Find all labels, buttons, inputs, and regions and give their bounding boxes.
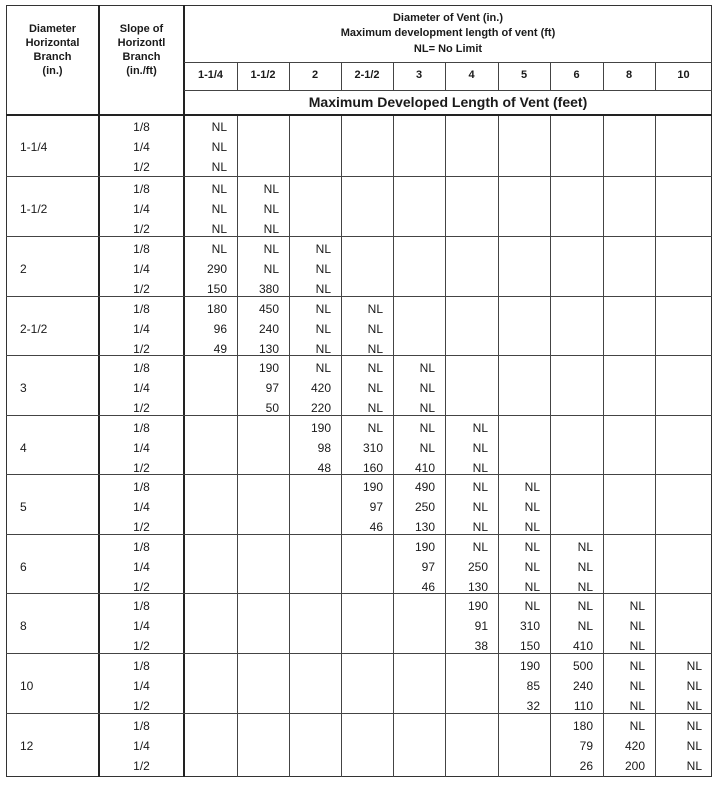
table-cell: NL [315,342,331,356]
table-cell: 190 [467,599,488,613]
row-slope: 1/2 [133,580,150,594]
table-cell: NL [211,160,227,174]
row-slope: 1/2 [133,520,150,534]
row-diameter: 10 [20,679,34,693]
table-cell: NL [629,679,645,693]
row-slope: 1/8 [133,120,150,134]
table-cell: NL [686,659,702,673]
table-cell: 250 [467,560,488,574]
table-cell: NL [211,120,227,134]
table-cell: 48 [317,461,331,475]
table-cell: NL [524,500,540,514]
table-cell: NL [367,361,383,375]
row-slope: 1/8 [133,659,150,673]
divider-row [6,534,712,535]
table-cell: NL [524,560,540,574]
table-cell: NL [263,182,279,196]
table-cell: 200 [624,759,645,773]
table-cell: 98 [317,441,331,455]
row-slope: 1/4 [133,322,150,336]
row-slope: 1/2 [133,160,150,174]
table-cell: NL [315,361,331,375]
row-slope: 1/2 [133,222,150,236]
table-cell: 180 [206,302,227,316]
table-cell: 180 [572,719,593,733]
row-slope: 1/4 [133,202,150,216]
row-slope: 1/4 [133,381,150,395]
table-cell: 420 [624,739,645,753]
table-cell: NL [472,461,488,475]
table-cell: 240 [258,322,279,336]
table-cell: NL [367,381,383,395]
table-cell: NL [686,699,702,713]
table-cell: 160 [362,461,383,475]
vent-column-header: 8 [625,69,633,81]
header-vent-title: Diameter of Vent (in.) [392,12,504,24]
row-diameter: 6 [20,560,27,574]
vent-column-header: 1-1/2 [250,69,276,81]
header-slope-line: Slope of [119,23,164,35]
table-cell: 410 [414,461,435,475]
table-cell: 240 [572,679,593,693]
table-cell: NL [263,222,279,236]
vent-column-header: 2 [311,69,319,81]
table-cell: NL [629,599,645,613]
table-cell: NL [315,302,331,316]
row-diameter: 5 [20,500,27,514]
table-cell: 190 [310,421,331,435]
divider-vent-col [498,114,499,777]
row-slope: 1/4 [133,679,150,693]
row-slope: 1/4 [133,140,150,154]
table-cell: 380 [258,282,279,296]
table-cell: 150 [519,639,540,653]
row-diameter: 1-1/4 [20,140,48,154]
table-cell: NL [263,242,279,256]
divider-vent-col [603,114,604,777]
row-slope: 1/8 [133,242,150,256]
table-cell: NL [524,540,540,554]
table-cell: NL [367,421,383,435]
table-cell: 50 [265,401,279,415]
divider-banner [6,114,712,116]
header-slope-line: Horizontl [117,37,166,49]
row-diameter: 2 [20,262,27,276]
table-cell: NL [211,140,227,154]
row-slope: 1/4 [133,739,150,753]
table-cell: NL [211,182,227,196]
row-slope: 1/8 [133,599,150,613]
table-cell: NL [315,322,331,336]
table-cell: NL [367,302,383,316]
row-slope: 1/8 [133,480,150,494]
row-diameter: 3 [20,381,27,395]
table-cell: NL [686,719,702,733]
row-slope: 1/2 [133,342,150,356]
table-cell: NL [263,262,279,276]
divider-row [6,176,712,177]
header-diameter-horizontal [6,22,99,78]
table-cell: NL [211,242,227,256]
table-cell: NL [472,480,488,494]
header-banner: Maximum Developed Length of Vent (feet) [308,94,588,110]
vent-column-header: 5 [520,69,528,81]
table-cell: NL [472,441,488,455]
table-cell: NL [315,282,331,296]
row-slope: 1/2 [133,639,150,653]
table-cell: NL [419,361,435,375]
table-cell: 97 [421,560,435,574]
row-slope: 1/8 [133,540,150,554]
row-slope: 1/4 [133,262,150,276]
table-cell: 190 [414,540,435,554]
row-slope: 1/4 [133,441,150,455]
header-slope-line: (in./ft) [126,65,157,77]
table-cell: 190 [519,659,540,673]
table-cell: 190 [258,361,279,375]
table-cell: NL [211,222,227,236]
table-cell: 97 [265,381,279,395]
table-cell: 310 [362,441,383,455]
row-slope: 1/8 [133,182,150,196]
divider-vent-col [655,114,656,777]
table-cell: NL [629,659,645,673]
table-cell: NL [577,540,593,554]
table-cell: 79 [579,739,593,753]
table-cell: NL [629,639,645,653]
header-vent-subtitle: Maximum development length of vent (ft) [340,27,556,39]
table-cell: NL [686,759,702,773]
table-cell: 450 [258,302,279,316]
table-cell: 38 [474,639,488,653]
divider-colhead [184,90,712,91]
table-cell: NL [629,619,645,633]
table-cell: NL [524,580,540,594]
table-cell: 32 [526,699,540,713]
divider-row [6,236,712,237]
table-cell: NL [367,322,383,336]
table-cell: NL [686,679,702,693]
table-cell: 130 [467,580,488,594]
table-cell: 220 [310,401,331,415]
vent-column-header: 2-1/2 [354,69,380,81]
divider-row [6,296,712,297]
table-cell: NL [472,421,488,435]
table-cell: 150 [206,282,227,296]
row-slope: 1/4 [133,619,150,633]
table-cell: NL [263,202,279,216]
table-cell: NL [577,560,593,574]
header-slope-line: Branch [122,51,161,63]
table-cell: NL [629,719,645,733]
table-cell: NL [419,421,435,435]
table-cell: NL [629,699,645,713]
table-cell: 130 [258,342,279,356]
table-cell: 410 [572,639,593,653]
table-cell: NL [419,441,435,455]
table-cell: 290 [206,262,227,276]
header-diameter-line: Branch [33,51,72,63]
row-slope: 1/2 [133,759,150,773]
table-cell: NL [577,580,593,594]
header-vent-note: NL= No Limit [413,43,483,55]
table-cell: 96 [213,322,227,336]
row-slope: 1/8 [133,421,150,435]
row-slope: 1/2 [133,401,150,415]
vent-column-header: 3 [415,69,423,81]
divider-row [6,713,712,714]
vent-column-header: 10 [677,69,690,81]
header-slope [99,22,184,78]
vent-column-header: 1-1/4 [197,69,224,81]
table-cell: NL [419,401,435,415]
table-cell: 46 [421,580,435,594]
divider-header [184,62,712,63]
table-cell: 49 [213,342,227,356]
row-slope: 1/4 [133,500,150,514]
table-cell: NL [472,520,488,534]
table-cell: 85 [526,679,540,693]
table-cell: NL [367,342,383,356]
header-diameter-line: (in.) [42,65,63,77]
table-cell: 310 [519,619,540,633]
divider-vent-col [550,114,551,777]
table-cell: 130 [414,520,435,534]
table-cell: 250 [414,500,435,514]
row-slope: 1/8 [133,302,150,316]
table-cell: NL [472,500,488,514]
row-slope: 1/2 [133,282,150,296]
table-cell: NL [419,381,435,395]
table-cell: NL [211,202,227,216]
row-diameter: 12 [20,739,34,753]
row-diameter: 2-1/2 [20,322,48,336]
table-cell: NL [577,619,593,633]
row-diameter: 8 [20,619,27,633]
table-cell: 26 [579,759,593,773]
header-diameter-line: Horizontal [25,37,80,49]
table-cell: NL [472,540,488,554]
table-cell: 500 [572,659,593,673]
header-diameter-line: Diameter [28,23,77,35]
table-cell: 97 [369,500,383,514]
table-cell: 110 [573,699,593,713]
table-cell: 420 [310,381,331,395]
table-cell: 190 [362,480,383,494]
row-slope: 1/8 [133,719,150,733]
table-cell: NL [524,480,540,494]
row-slope: 1/2 [133,461,150,475]
table-cell: NL [686,739,702,753]
table-cell: NL [367,401,383,415]
vent-column-header: 6 [573,69,580,81]
row-diameter: 1-1/2 [20,202,48,216]
row-slope: 1/4 [133,560,150,574]
table-cell: NL [315,242,331,256]
row-diameter: 4 [20,441,27,455]
table-cell: NL [524,520,540,534]
table-cell: NL [524,599,540,613]
divider-row [6,415,712,416]
table-cell: NL [577,599,593,613]
table-cell: 91 [474,619,488,633]
table-cell: 46 [369,520,383,534]
row-slope: 1/8 [133,361,150,375]
table-cell: 490 [414,480,435,494]
vent-column-header: 4 [468,69,475,81]
divider-row [6,653,712,654]
row-slope: 1/2 [133,699,150,713]
table-cell: NL [315,262,331,276]
